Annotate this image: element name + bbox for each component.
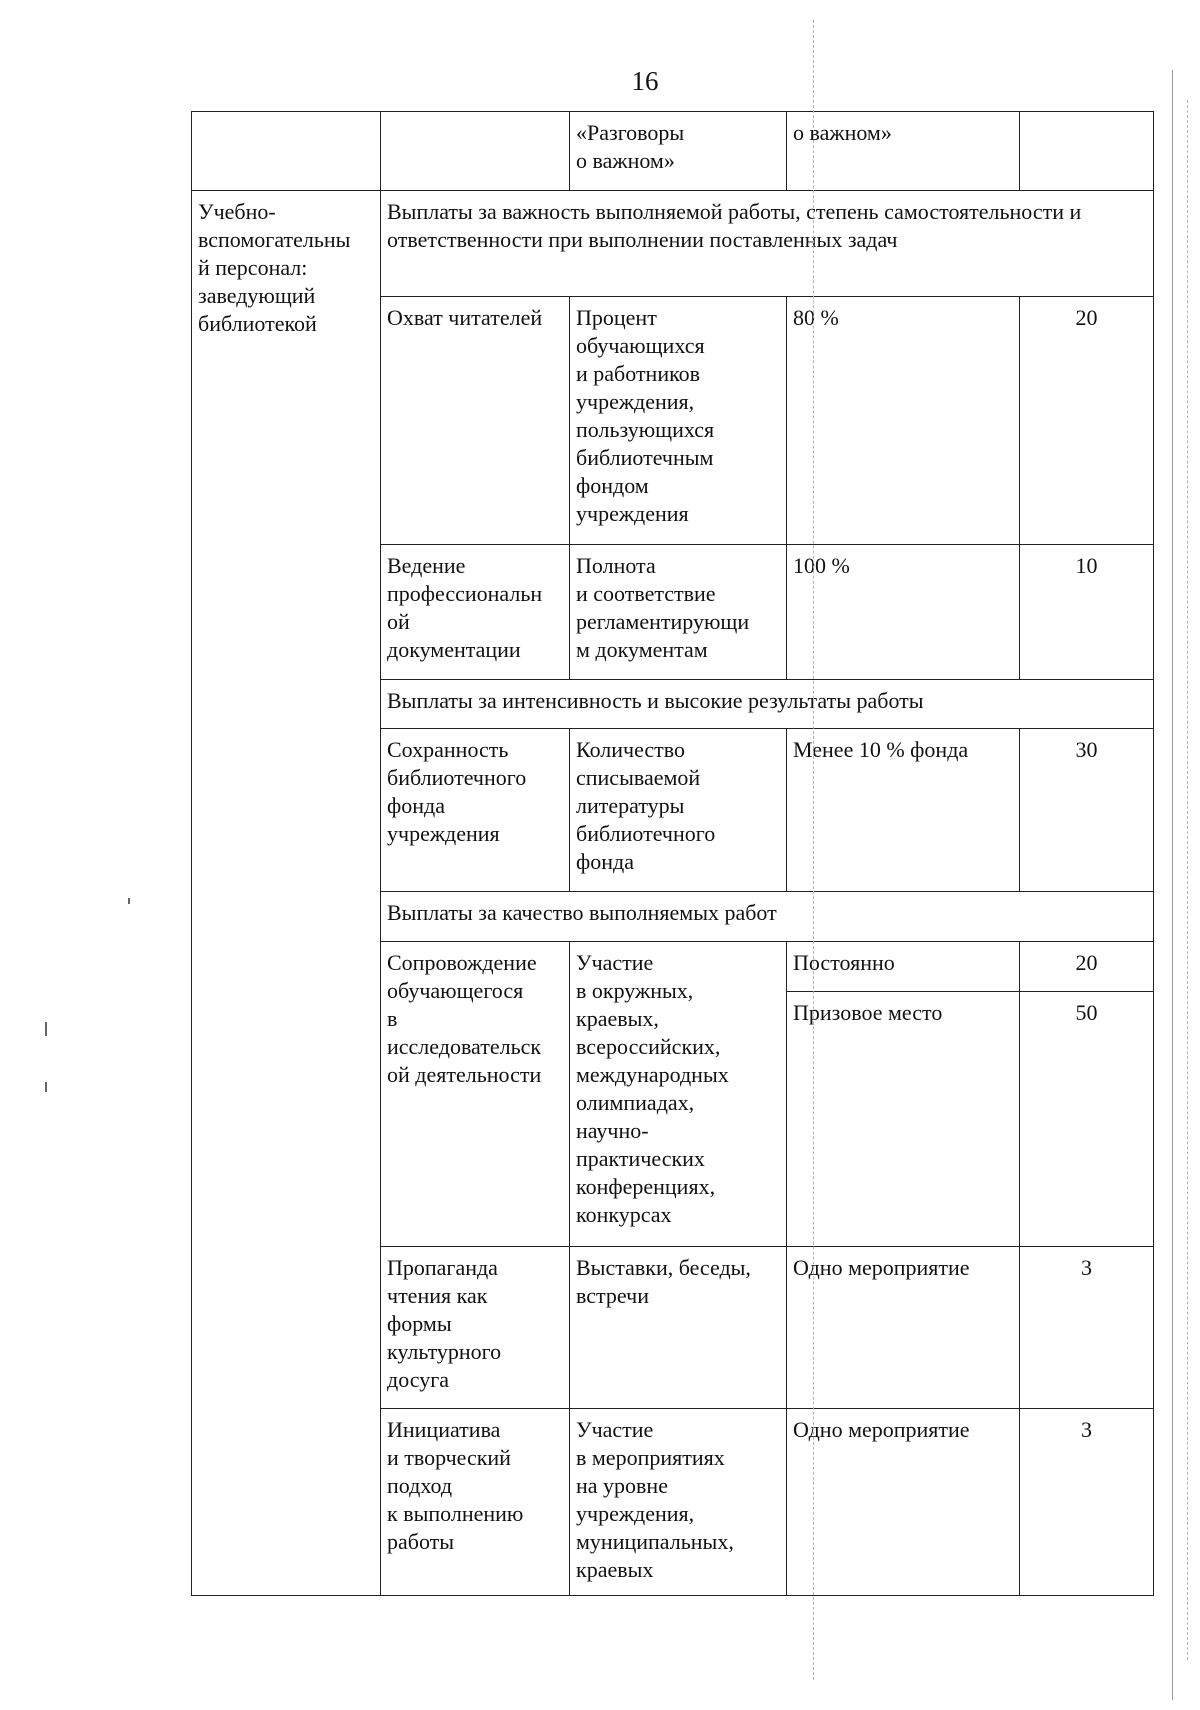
table-cell [192,112,381,191]
scan-edge-line [1187,100,1188,1660]
table-cell: «Разговоры о важном» [570,112,787,191]
scan-edge-line [1172,70,1173,1700]
indicator-cell: Охват читателей [381,297,570,545]
scan-speck [128,898,130,904]
page-number: 16 [631,66,659,96]
section-header: Выплаты за качество выполняемых работ [381,892,1154,942]
condition-cell: Одно мероприятие [787,1247,1020,1409]
points-cell: 50 [1020,992,1154,1247]
scan-speck [45,1022,47,1036]
condition-cell: 80 % [787,297,1020,545]
table-cell [381,112,570,191]
condition-cell: Призовое место [787,992,1020,1247]
table-row [192,191,1154,297]
criterion-cell: Участие в окружных, краевых, всероссийских, международных олимпиадах, научно- практических конференциях, конкурсах [570,942,787,1247]
indicator-cell: Сопровождение обучающегося в исследовательск ой деятельности [381,942,570,1247]
criterion-cell: Количество списываемой литературы библиотечного фонда [570,729,787,892]
table-row [192,112,1154,191]
criterion-cell: Выставки, беседы, встречи [570,1247,787,1409]
criteria-table [191,111,1154,1596]
section-header: Выплаты за интенсивность и высокие результаты работы [381,680,1154,729]
table-cell [1020,112,1154,191]
points-cell: 20 [1020,297,1154,545]
points-cell: 10 [1020,545,1154,680]
criterion-cell: Процент обучающихся и работников учреждения, пользующихся библиотечным фондом учреждения [570,297,787,545]
indicator-cell: Пропаганда чтения как формы культурного досуга [381,1247,570,1409]
section-header: Выплаты за важность выполняемой работы, степень самостоятельности и ответственности при выполнении поставленных задач [381,191,1154,297]
scan-fold-line [813,20,814,1680]
criterion-cell: Участие в мероприятиях на уровне учреждения, муниципальных, краевых [570,1409,787,1596]
condition-cell: Постоянно [787,942,1020,992]
points-cell: 3 [1020,1247,1154,1409]
points-cell: 20 [1020,942,1154,992]
points-cell: 30 [1020,729,1154,892]
points-cell: 3 [1020,1409,1154,1596]
condition-cell: 100 % [787,545,1020,680]
scan-speck [45,1082,47,1092]
table-cell: о важном» [787,112,1020,191]
criterion-cell: Полнота и соответствие регламентирующи м документам [570,545,787,680]
condition-cell: Одно мероприятие [787,1409,1020,1596]
indicator-cell: Инициатива и творческий подход к выполнению работы [381,1409,570,1596]
position-cell: Учебно- вспомогательны й персонал: заведующий библиотекой [192,191,381,1596]
indicator-cell: Ведение профессиональн ой документации [381,545,570,680]
indicator-cell: Сохранность библиотечного фонда учреждения [381,729,570,892]
condition-cell: Менее 10 % фонда [787,729,1020,892]
